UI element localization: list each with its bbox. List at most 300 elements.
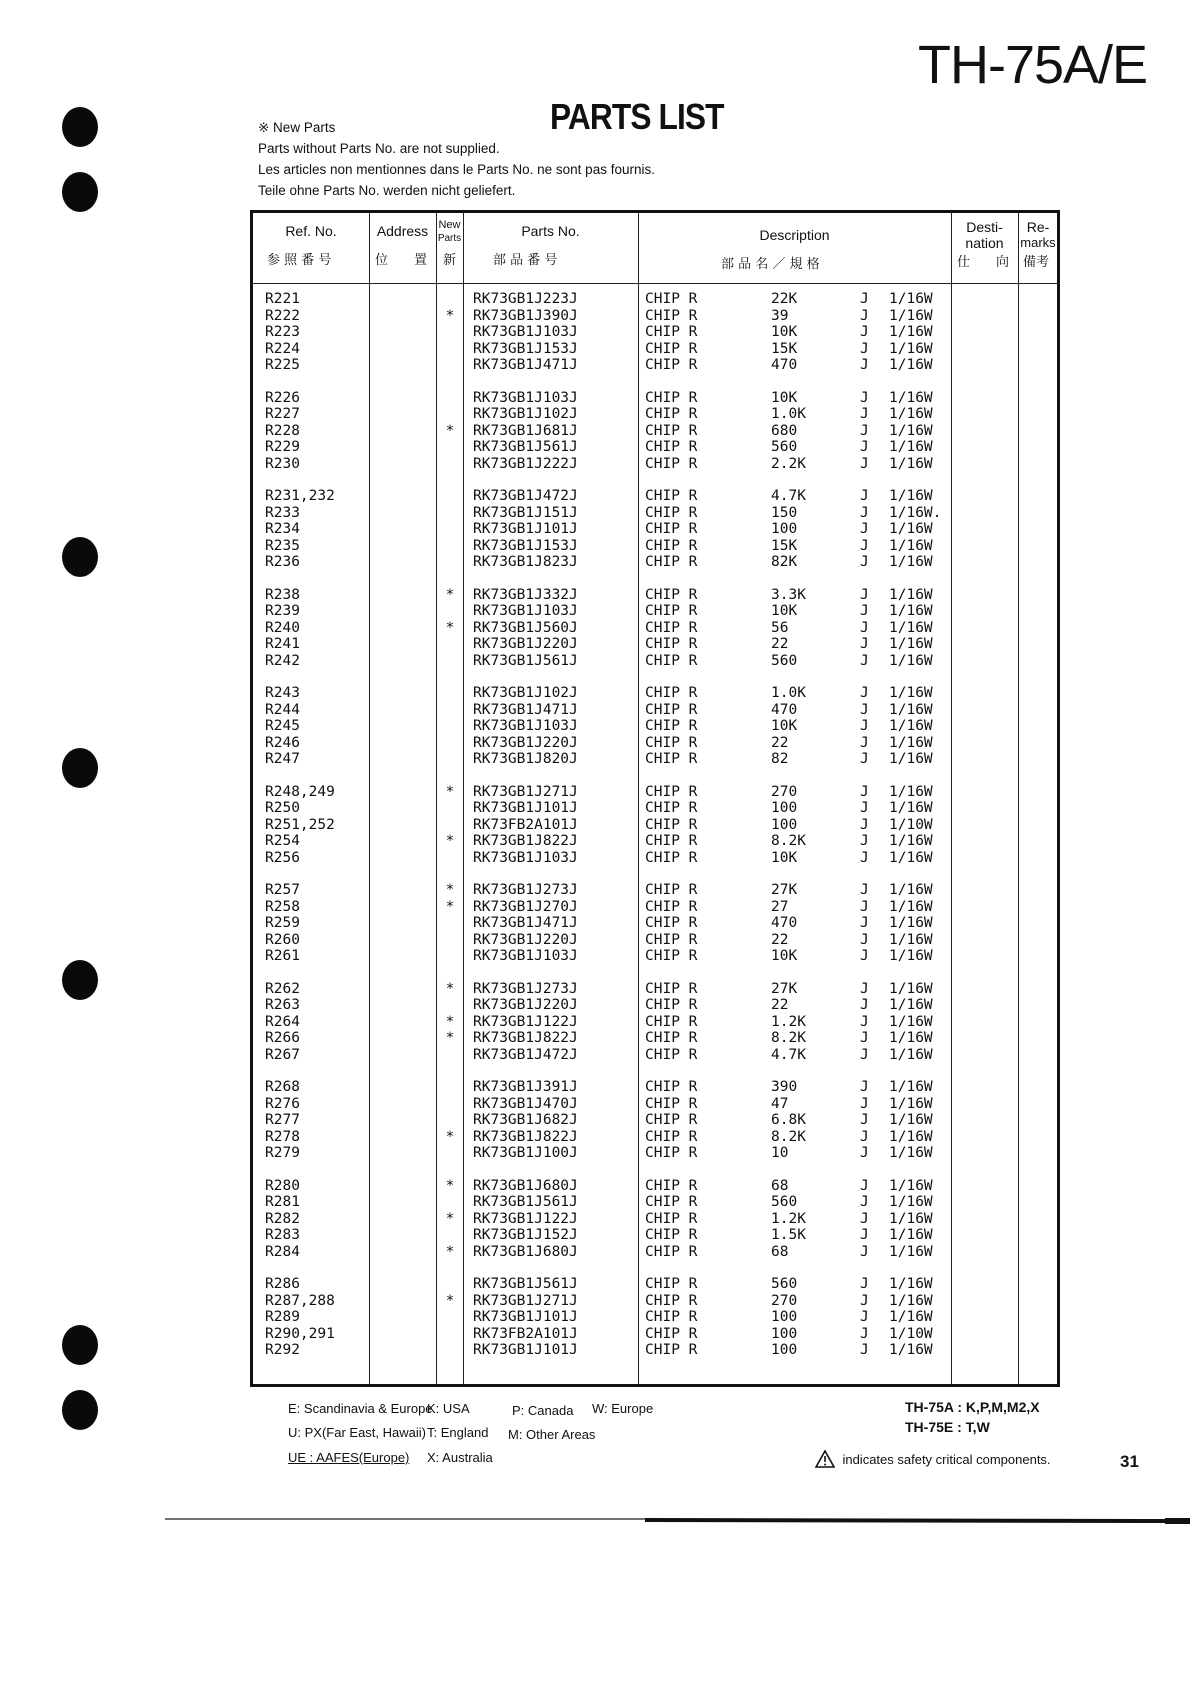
ref-cell: R228 [265, 422, 300, 439]
wattage-cell: 1/16W [889, 898, 933, 915]
table-row [253, 341, 1057, 357]
description-cell: CHIP R [645, 1227, 698, 1243]
description-cell: CHIP R [645, 1292, 698, 1309]
tolerance-cell: J [860, 1276, 869, 1292]
value-cell: 3.3K [771, 586, 806, 603]
tolerance-cell: J [860, 291, 869, 307]
table-row [253, 1244, 1057, 1260]
wattage-cell: 1/16W [889, 554, 933, 570]
value-cell: 100 [771, 1342, 798, 1358]
wattage-cell: 1/16W [889, 1112, 933, 1128]
tolerance-cell: J [860, 422, 869, 439]
value-cell: 27K [771, 882, 798, 898]
part-number-cell: RK73GB1J273J [473, 882, 578, 898]
value-cell: 10K [771, 718, 798, 734]
tolerance-cell: J [860, 701, 869, 718]
description-cell: CHIP R [645, 1013, 698, 1030]
model-list-e: TH-75E : T,W [905, 1419, 990, 1435]
new-parts-mark: * [445, 1030, 455, 1046]
description-cell: CHIP R [645, 849, 698, 866]
ref-cell: R244 [265, 701, 300, 718]
tolerance-cell: J [860, 816, 869, 833]
part-number-cell: RK73GB1J680J [473, 1243, 578, 1260]
value-cell: 4.7K [771, 488, 806, 504]
ref-cell: R259 [265, 915, 300, 931]
wattage-cell: 1/16W [889, 324, 933, 340]
header-part-number-label-ja: 部 品 番 号 [493, 253, 558, 268]
description-cell: CHIP R [645, 701, 698, 718]
wattage-cell: 1/16W [889, 915, 933, 931]
table-row [253, 488, 1057, 504]
value-cell: 27K [771, 980, 798, 997]
table-row [253, 685, 1057, 701]
tolerance-cell: J [860, 1013, 869, 1030]
ref-cell: R257 [265, 882, 300, 898]
description-cell: CHIP R [645, 997, 698, 1013]
tolerance-cell: J [860, 586, 869, 603]
part-number-cell: RK73GB1J103J [473, 389, 578, 406]
legend-e: E: Scandinavia & Europe [288, 1401, 433, 1416]
table-row [253, 406, 1057, 422]
part-number-cell: RK73GB1J561J [473, 1276, 578, 1292]
value-cell: 100 [771, 816, 798, 833]
value-cell: 82 [771, 751, 789, 767]
wattage-cell: 1/16W [889, 488, 933, 504]
tolerance-cell: J [860, 980, 869, 997]
tolerance-cell: J [860, 849, 869, 866]
legend-u: U: PX(Far East, Hawaii) [288, 1425, 426, 1440]
part-number-cell: RK73GB1J822J [473, 833, 578, 849]
part-number-cell: RK73GB1J153J [473, 537, 578, 554]
table-row [253, 653, 1057, 669]
value-cell: 100 [771, 1309, 798, 1325]
value-cell: 15K [771, 537, 798, 554]
description-cell: CHIP R [645, 1276, 698, 1292]
new-parts-mark: * [445, 1177, 455, 1194]
ref-cell: R282 [265, 1210, 300, 1227]
ref-cell: R223 [265, 324, 300, 340]
value-cell: 1.2K [771, 1013, 806, 1030]
part-number-cell: RK73GB1J103J [473, 603, 578, 619]
part-number-cell: RK73GB1J100J [473, 1145, 578, 1161]
description-cell: CHIP R [645, 915, 698, 931]
wattage-cell: 1/16W [889, 948, 933, 964]
description-cell: CHIP R [645, 1046, 698, 1063]
table-row [253, 291, 1057, 307]
description-cell: CHIP R [645, 800, 698, 816]
wattage-cell: 1/16W [889, 833, 933, 849]
header-destination-label-2: nation [965, 235, 1004, 251]
ref-cell: R225 [265, 357, 300, 373]
wattage-cell: 1/16W [889, 1309, 933, 1325]
value-cell: 10K [771, 603, 798, 619]
value-cell: 100 [771, 800, 798, 816]
table-row [253, 882, 1057, 898]
binder-hole [62, 537, 98, 577]
value-cell: 100 [771, 521, 798, 537]
part-number-cell: RK73GB1J103J [473, 718, 578, 734]
tolerance-cell: J [860, 751, 869, 767]
part-number-cell: RK73GB1J102J [473, 685, 578, 701]
part-number-cell: RK73GB1J101J [473, 521, 578, 537]
wattage-cell: 1/16W [889, 586, 933, 603]
part-number-cell: RK73FB2A101J [473, 816, 578, 833]
value-cell: 470 [771, 701, 798, 718]
description-cell: CHIP R [645, 554, 698, 570]
part-number-cell: RK73GB1J560J [473, 619, 578, 636]
new-parts-mark: * [445, 882, 455, 898]
binder-hole [62, 1325, 98, 1365]
wattage-cell: 1/16W [889, 1145, 933, 1161]
value-cell: 82K [771, 554, 798, 570]
tolerance-cell: J [860, 1046, 869, 1063]
table-row [253, 456, 1057, 472]
table-row [253, 817, 1057, 833]
ref-cell: R231,232 [265, 488, 335, 504]
tolerance-cell: J [860, 685, 869, 701]
wattage-cell: 1/16W [889, 1095, 933, 1112]
tolerance-cell: J [860, 603, 869, 619]
wattage-cell: 1/16W [889, 619, 933, 636]
wattage-cell: 1/10W [889, 1325, 933, 1342]
description-cell: CHIP R [645, 931, 698, 948]
wattage-cell: 1/16W [889, 849, 933, 866]
part-number-cell: RK73GB1J561J [473, 1194, 578, 1210]
ref-cell: R278 [265, 1128, 300, 1145]
safety-note-text: indicates safety critical components. [842, 1451, 1051, 1467]
description-cell: CHIP R [645, 1325, 698, 1342]
part-number-cell: RK73GB1J102J [473, 406, 578, 422]
header-remarks-label-1: Re- [1026, 219, 1050, 235]
table-row [253, 521, 1057, 537]
ref-cell: R233 [265, 504, 300, 521]
tolerance-cell: J [860, 406, 869, 422]
wattage-cell: 1/16W [889, 734, 933, 751]
header-ref-label-ja: 参 照 番 号 [267, 253, 332, 268]
wattage-cell: 1/16W [889, 1210, 933, 1227]
description-cell: CHIP R [645, 636, 698, 652]
value-cell: 680 [771, 422, 798, 439]
part-number-cell: RK73GB1J103J [473, 849, 578, 866]
note-english: Parts without Parts No. are not supplied. [258, 141, 500, 156]
header-new-label: New [438, 219, 461, 231]
ref-cell: R246 [265, 734, 300, 751]
value-cell: 270 [771, 1292, 798, 1309]
table-row [253, 538, 1057, 554]
wattage-cell: 1/16W [889, 701, 933, 718]
table-row [253, 390, 1057, 406]
tolerance-cell: J [860, 800, 869, 816]
new-parts-mark: * [445, 307, 455, 324]
note-german: Teile ohne Parts No. werden nicht geliefert. [258, 183, 516, 198]
table-row [253, 324, 1057, 340]
table-row [253, 1194, 1057, 1210]
tolerance-cell: J [860, 898, 869, 915]
header-part-number-label: Parts No. [521, 223, 580, 239]
warning-triangle-icon [815, 1450, 835, 1468]
ref-cell: R263 [265, 997, 300, 1013]
description-cell: CHIP R [645, 980, 698, 997]
description-cell: CHIP R [645, 1128, 698, 1145]
new-parts-mark: * [445, 783, 455, 800]
binder-hole [62, 748, 98, 788]
description-cell: CHIP R [645, 357, 698, 373]
wattage-cell: 1/16W [889, 439, 933, 455]
tolerance-cell: J [860, 734, 869, 751]
value-cell: 22 [771, 997, 789, 1013]
ref-cell: R281 [265, 1194, 300, 1210]
ref-cell: R276 [265, 1095, 300, 1112]
wattage-cell: 1/16W [889, 652, 933, 669]
value-cell: 10 [771, 1145, 789, 1161]
table-row [253, 1047, 1057, 1063]
legend-k: K: USA [427, 1401, 470, 1416]
value-cell: 27 [771, 898, 789, 915]
description-cell: CHIP R [645, 833, 698, 849]
table-row [253, 587, 1057, 603]
part-number-cell: RK73GB1J101J [473, 1342, 578, 1358]
ref-cell: R226 [265, 389, 300, 406]
description-cell: CHIP R [645, 1112, 698, 1128]
wattage-cell: 1/16W [889, 307, 933, 324]
tolerance-cell: J [860, 1128, 869, 1145]
ref-cell: R254 [265, 833, 300, 849]
table-row [253, 751, 1057, 767]
bottom-rule [165, 1515, 1190, 1525]
part-number-cell: RK73GB1J101J [473, 1309, 578, 1325]
part-number-cell: RK73GB1J222J [473, 455, 578, 472]
new-parts-mark: * [445, 619, 455, 636]
ref-cell: R287,288 [265, 1292, 335, 1309]
header-address-label-ja: 位 置 [375, 253, 428, 268]
tolerance-cell: J [860, 1194, 869, 1210]
ref-cell: R264 [265, 1013, 300, 1030]
description-cell: CHIP R [645, 619, 698, 636]
table-row [253, 423, 1057, 439]
part-number-cell: RK73GB1J220J [473, 636, 578, 652]
part-number-cell: RK73GB1J471J [473, 701, 578, 718]
part-number-cell: RK73GB1J682J [473, 1112, 578, 1128]
value-cell: 270 [771, 783, 798, 800]
table-row [253, 1129, 1057, 1145]
tolerance-cell: J [860, 619, 869, 636]
wattage-cell: 1/16W [889, 357, 933, 373]
tolerance-cell: J [860, 439, 869, 455]
new-parts-mark: * [445, 1210, 455, 1227]
table-row [253, 899, 1057, 915]
tolerance-cell: J [860, 915, 869, 931]
table-row [253, 554, 1057, 570]
description-cell: CHIP R [645, 1095, 698, 1112]
header-description-label-ja: 部 品 名 ／ 規 格 [721, 257, 820, 272]
tolerance-cell: J [860, 307, 869, 324]
ref-cell: R286 [265, 1276, 300, 1292]
value-cell: 47 [771, 1095, 789, 1112]
wattage-cell: 1/16W [889, 389, 933, 406]
value-cell: 22K [771, 291, 798, 307]
description-cell: CHIP R [645, 439, 698, 455]
safety-note [815, 1450, 1051, 1468]
table-row [253, 997, 1057, 1013]
tolerance-cell: J [860, 931, 869, 948]
value-cell: 150 [771, 504, 798, 521]
ref-cell: R230 [265, 455, 300, 472]
ref-cell: R242 [265, 652, 300, 669]
wattage-cell: 1/16W [889, 406, 933, 422]
wattage-cell: 1/16W [889, 1342, 933, 1358]
ref-cell: R251,252 [265, 816, 335, 833]
tolerance-cell: J [860, 1342, 869, 1358]
tolerance-cell: J [860, 1325, 869, 1342]
description-cell: CHIP R [645, 1145, 698, 1161]
table-row [253, 636, 1057, 652]
page-title: PARTS LIST [550, 96, 724, 137]
part-number-cell: RK73GB1J220J [473, 997, 578, 1013]
tolerance-cell: J [860, 357, 869, 373]
ref-cell: R290,291 [265, 1325, 335, 1342]
ref-cell: R279 [265, 1145, 300, 1161]
ref-cell: R260 [265, 931, 300, 948]
tolerance-cell: J [860, 1177, 869, 1194]
part-number-cell: RK73GB1J820J [473, 751, 578, 767]
description-cell: CHIP R [645, 948, 698, 964]
binder-hole [62, 960, 98, 1000]
value-cell: 10K [771, 389, 798, 406]
value-cell: 2.2K [771, 455, 806, 472]
value-cell: 56 [771, 619, 789, 636]
ref-cell: R268 [265, 1079, 300, 1095]
value-cell: 4.7K [771, 1046, 806, 1063]
wattage-cell: 1/16W [889, 1013, 933, 1030]
part-number-cell: RK73GB1J470J [473, 1095, 578, 1112]
wattage-cell: 1/16W [889, 1243, 933, 1260]
part-number-cell: RK73GB1J332J [473, 586, 578, 603]
tolerance-cell: J [860, 882, 869, 898]
new-parts-mark: * [445, 1128, 455, 1145]
part-number-cell: RK73GB1J273J [473, 980, 578, 997]
value-cell: 68 [771, 1243, 789, 1260]
tolerance-cell: J [860, 1095, 869, 1112]
tolerance-cell: J [860, 1145, 869, 1161]
wattage-cell: 1/16W [889, 636, 933, 652]
part-number-cell: RK73GB1J823J [473, 554, 578, 570]
value-cell: 1.0K [771, 685, 806, 701]
tolerance-cell: J [860, 1227, 869, 1243]
part-number-cell: RK73GB1J271J [473, 1292, 578, 1309]
wattage-cell: 1/16W [889, 1227, 933, 1243]
wattage-cell: 1/16W [889, 1079, 933, 1095]
description-cell: CHIP R [645, 603, 698, 619]
ref-cell: R245 [265, 718, 300, 734]
table-row [253, 735, 1057, 751]
new-parts-mark: * [445, 586, 455, 603]
tolerance-cell: J [860, 1112, 869, 1128]
tolerance-cell: J [860, 324, 869, 340]
tolerance-cell: J [860, 636, 869, 652]
table-row [253, 357, 1057, 373]
table-row [253, 850, 1057, 866]
header-remarks-label-ja: 備考 [1023, 255, 1050, 270]
tolerance-cell: J [860, 521, 869, 537]
ref-cell: R284 [265, 1243, 300, 1260]
legend-w: W: Europe [592, 1401, 654, 1416]
ref-cell: R258 [265, 898, 300, 915]
ref-cell: R239 [265, 603, 300, 619]
table-row [253, 1276, 1057, 1292]
new-parts-mark: * [445, 1292, 455, 1309]
tolerance-cell: J [860, 1243, 869, 1260]
wattage-cell: 1/16W [889, 1030, 933, 1046]
table-row [253, 833, 1057, 849]
new-parts-mark: * [445, 1243, 455, 1260]
description-cell: CHIP R [645, 783, 698, 800]
ref-cell: R256 [265, 849, 300, 866]
wattage-cell: 1/16W [889, 800, 933, 816]
value-cell: 1.2K [771, 1210, 806, 1227]
part-number-cell: RK73GB1J472J [473, 488, 578, 504]
ref-cell: R234 [265, 521, 300, 537]
part-number-cell: RK73GB1J152J [473, 1227, 578, 1243]
value-cell: 100 [771, 1325, 798, 1342]
description-cell: CHIP R [645, 488, 698, 504]
wattage-cell: 1/16W [889, 340, 933, 357]
tolerance-cell: J [860, 718, 869, 734]
new-parts-mark: * [445, 980, 455, 997]
wattage-cell: 1/16W [889, 882, 933, 898]
part-number-cell: RK73GB1J822J [473, 1030, 578, 1046]
ref-cell: R235 [265, 537, 300, 554]
tolerance-cell: J [860, 1030, 869, 1046]
table-row [253, 603, 1057, 619]
ref-cell: R221 [265, 291, 300, 307]
table-row [253, 784, 1057, 800]
description-cell: CHIP R [645, 1342, 698, 1358]
value-cell: 8.2K [771, 833, 806, 849]
description-cell: CHIP R [645, 422, 698, 439]
value-cell: 10K [771, 948, 798, 964]
wattage-cell: 1/16W [889, 455, 933, 472]
new-parts-mark: * [445, 1013, 455, 1030]
value-cell: 15K [771, 340, 798, 357]
wattage-cell: 1/16W [889, 1128, 933, 1145]
legend-t: T: England [427, 1425, 489, 1440]
wattage-cell: 1/16W [889, 997, 933, 1013]
description-cell: CHIP R [645, 455, 698, 472]
binder-hole [62, 1390, 98, 1430]
part-number-cell: RK73GB1J122J [473, 1210, 578, 1227]
value-cell: 6.8K [771, 1112, 806, 1128]
description-cell: CHIP R [645, 521, 698, 537]
table-row [253, 1293, 1057, 1309]
new-parts-mark: * [445, 898, 455, 915]
table-row [253, 1211, 1057, 1227]
value-cell: 10K [771, 324, 798, 340]
part-number-cell: RK73GB1J122J [473, 1013, 578, 1030]
table-row [253, 915, 1057, 931]
wattage-cell: 1/16W [889, 685, 933, 701]
value-cell: 8.2K [771, 1128, 806, 1145]
ref-cell: R277 [265, 1112, 300, 1128]
ref-cell: R227 [265, 406, 300, 422]
part-number-cell: RK73GB1J153J [473, 340, 578, 357]
tolerance-cell: J [860, 537, 869, 554]
description-cell: CHIP R [645, 1309, 698, 1325]
value-cell: 68 [771, 1177, 789, 1194]
part-number-cell: RK73GB1J220J [473, 734, 578, 751]
wattage-cell: 1/16W [889, 1177, 933, 1194]
tolerance-cell: J [860, 340, 869, 357]
table-row [253, 1096, 1057, 1112]
